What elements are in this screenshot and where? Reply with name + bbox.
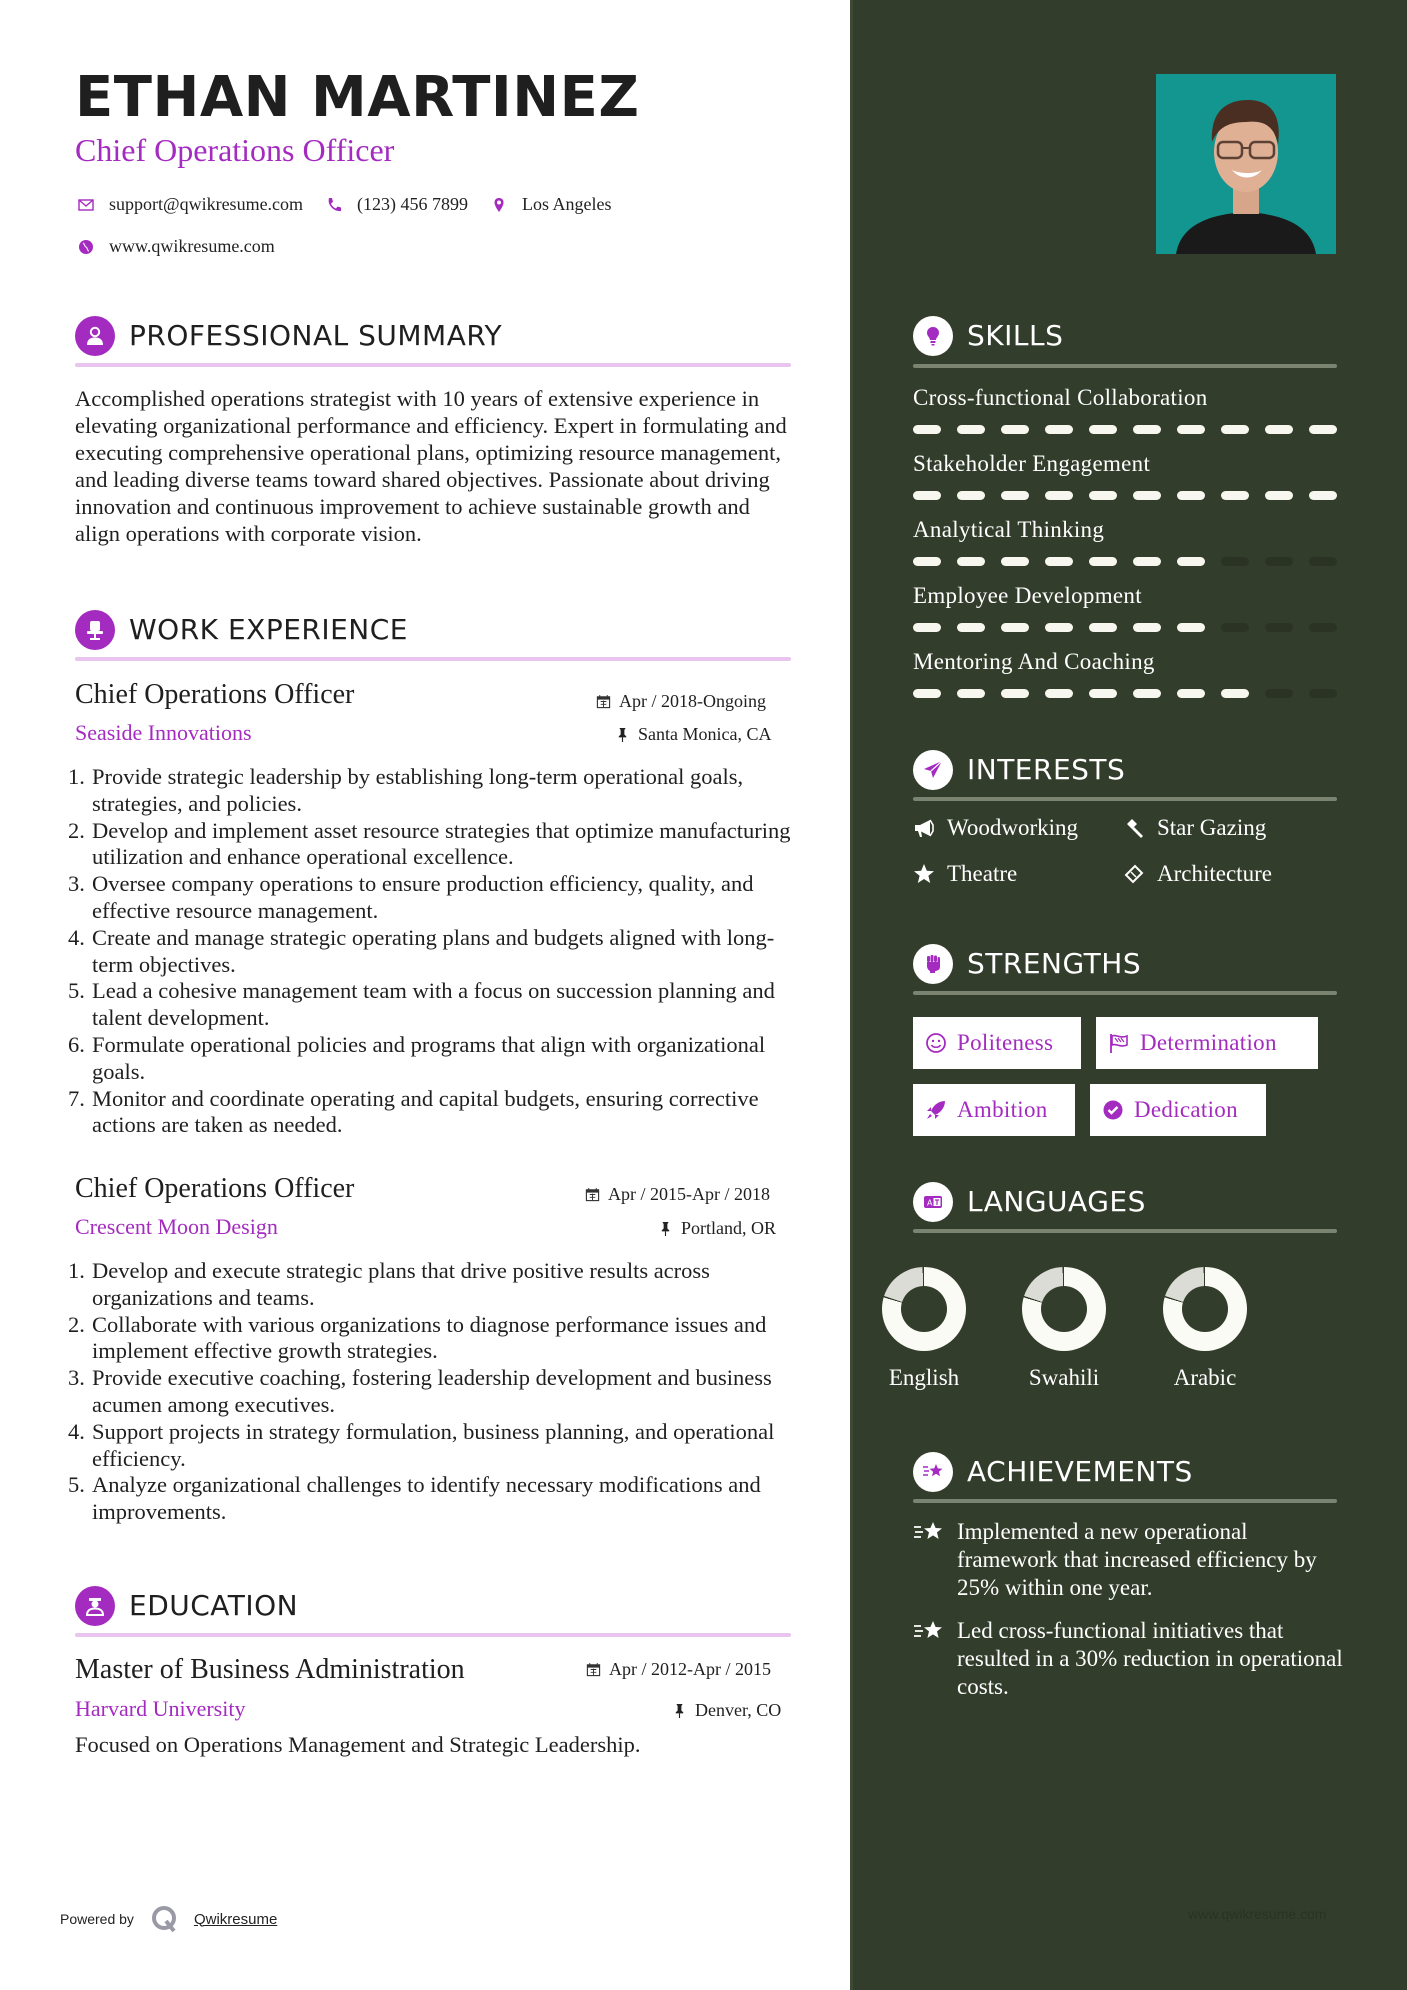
powered-by <box>60 1904 277 1934</box>
skill-dash <box>1045 491 1073 500</box>
skill-dash <box>1221 557 1249 566</box>
skill-dash <box>1045 425 1073 434</box>
flag-icon <box>1108 1032 1130 1054</box>
candidate-name: ETHAN MARTINEZ <box>75 65 640 130</box>
education-location-text: Denver, CO <box>695 1700 782 1720</box>
interest-item <box>1123 815 1266 841</box>
skill-dash <box>1309 623 1337 632</box>
experience-divider <box>75 657 791 661</box>
skill-dash <box>913 491 941 500</box>
skill-level-bar <box>913 425 1337 434</box>
skill-dash <box>913 689 941 698</box>
pushpin-icon <box>615 727 630 742</box>
interest-label: Woodworking <box>947 815 1079 840</box>
skill-dash <box>1045 689 1073 698</box>
list-item: 4. Create and manage strategic operating plans and budgets aligned with long-term objectives. <box>68 924 775 977</box>
job-location <box>658 1219 776 1237</box>
skill-dash <box>1089 689 1117 698</box>
strengths-divider <box>913 991 1337 995</box>
fist-icon <box>913 944 953 984</box>
list-item: 3. Oversee company operations to ensure production efficiency, quality, and effective resource management. <box>68 871 754 923</box>
strength-label: Determination <box>1140 1030 1277 1055</box>
achievement-item <box>913 1518 1343 1602</box>
job-title: Chief Operations Officer <box>75 679 355 710</box>
job-location-text: Portland, OR <box>681 1218 777 1238</box>
languages-heading <box>913 1182 1146 1222</box>
contact-row-1 <box>75 194 632 215</box>
office-chair-icon <box>75 610 115 650</box>
language-proficiency-donut <box>882 1267 966 1351</box>
skill-dash <box>1177 623 1205 632</box>
list-item: 5. Lead a cohesive management team with a focus on succession planning and talent development. <box>68 978 775 1031</box>
skill-dash <box>1089 623 1117 632</box>
website-link[interactable]: www.qwikresume.com <box>109 236 275 256</box>
star-icon <box>913 863 935 885</box>
skill-dash <box>913 425 941 434</box>
skill-name: Stakeholder Engagement <box>913 451 1151 476</box>
job-bullets <box>68 764 798 1139</box>
interest-item <box>913 815 1078 841</box>
strengths-title: STRENGTHS <box>967 947 1142 980</box>
contact-row-2 <box>75 236 295 257</box>
skill-dash <box>913 623 941 632</box>
shooting-star-icon <box>913 1619 945 1645</box>
language-item <box>874 1267 974 1391</box>
skill-dash <box>1265 491 1293 500</box>
skill-dash <box>1089 557 1117 566</box>
shooting-star-icon <box>913 1520 945 1546</box>
skill-dash <box>957 623 985 632</box>
skill-dash <box>1133 557 1161 566</box>
job-dates-text: Apr / 2015-Apr / 2018 <box>608 1184 770 1204</box>
rocket-icon <box>925 1099 947 1121</box>
strength-chip <box>1090 1084 1266 1136</box>
skill-dash <box>1265 689 1293 698</box>
interest-label: Architecture <box>1157 861 1272 886</box>
language-name: English <box>888 1365 960 1390</box>
skill-dash <box>1221 491 1249 500</box>
megaphone-icon <box>913 817 935 839</box>
job-location-text: Santa Monica, CA <box>638 724 772 744</box>
qwikresume-logo-icon <box>150 1904 180 1934</box>
skill-dash <box>1309 689 1337 698</box>
shooting-star-icon <box>913 1452 953 1492</box>
interests-heading <box>913 750 1125 790</box>
skills-divider <box>913 364 1337 368</box>
summary-divider <box>75 363 791 367</box>
achievements-title: ACHIEVEMENTS <box>967 1455 1193 1488</box>
strengths-heading <box>913 944 1141 984</box>
languages-title: LANGUAGES <box>967 1185 1146 1218</box>
school-name: Harvard University <box>75 1696 246 1721</box>
skill-dash <box>1001 689 1029 698</box>
strength-chip <box>1096 1017 1318 1069</box>
calendar-icon <box>596 694 611 709</box>
education-heading <box>75 1586 298 1626</box>
graduate-icon <box>75 1586 115 1626</box>
skill-dash <box>1265 557 1293 566</box>
language-name: Arabic <box>1173 1365 1237 1390</box>
education-divider <box>75 1633 791 1637</box>
user-icon <box>75 316 115 356</box>
powered-by-label: Powered by <box>60 1911 134 1927</box>
job-dates-text: Apr / 2018-Ongoing <box>619 691 766 711</box>
translate-icon <box>913 1182 953 1222</box>
skill-dash <box>1001 491 1029 500</box>
smile-icon <box>925 1032 947 1054</box>
education-location <box>672 1701 781 1719</box>
pushpin-icon <box>672 1703 687 1718</box>
skill-level-bar <box>913 623 1337 632</box>
phone-icon <box>323 196 345 214</box>
skill-dash <box>1309 491 1337 500</box>
ticket-icon <box>1123 863 1145 885</box>
map-pin-icon <box>488 196 510 214</box>
list-item: 1. Provide strategic leadership by establishing long-term operational goals, strategies, and policies. <box>68 764 744 816</box>
skills-heading <box>913 316 1063 356</box>
company-name: Seaside Innovations <box>75 720 252 745</box>
education-dates <box>586 1660 771 1678</box>
experience-title: WORK EXPERIENCE <box>129 613 408 646</box>
language-item <box>1014 1267 1114 1391</box>
list-item: 6. Formulate operational policies and programs that align with organizational goals. <box>68 1031 766 1084</box>
job-dates <box>585 1185 770 1203</box>
skill-dash <box>1045 557 1073 566</box>
list-item: 2. Develop and implement asset resource strategies that optimize manufacturing utilization and enhance operational excellence. <box>68 817 791 870</box>
summary-title: PROFESSIONAL SUMMARY <box>129 319 503 352</box>
interest-label: Theatre <box>947 861 1018 886</box>
skill-dash <box>1133 491 1161 500</box>
achievements-heading <box>913 1452 1193 1492</box>
strength-label: Ambition <box>957 1097 1048 1122</box>
calendar-icon <box>586 1662 601 1677</box>
company-name: Crescent Moon Design <box>75 1214 278 1239</box>
skill-name: Cross-functional Collaboration <box>913 385 1208 410</box>
strength-label: Dedication <box>1134 1097 1238 1122</box>
skill-level-bar <box>913 689 1337 698</box>
calendar-icon <box>585 1187 600 1202</box>
skill-dash <box>1133 425 1161 434</box>
list-item: 1. Develop and execute strategic plans that drive positive results across organizations and teams. <box>68 1258 710 1310</box>
interest-item <box>1123 861 1272 887</box>
skill-name: Employee Development <box>913 583 1142 608</box>
education-title: EDUCATION <box>129 1589 299 1622</box>
achievement-item <box>913 1617 1343 1701</box>
list-item: 5. Analyze organizational challenges to identify necessary modifications and improvements. <box>68 1472 761 1525</box>
skill-dash <box>1045 623 1073 632</box>
pushpin-icon <box>658 1221 673 1236</box>
job-dates <box>596 692 766 710</box>
skill-level-bar <box>913 491 1337 500</box>
skill-dash <box>1001 425 1029 434</box>
skill-dash <box>1221 689 1249 698</box>
skills-title: SKILLS <box>967 319 1064 352</box>
profile-photo <box>1156 74 1336 254</box>
education-dates-text: Apr / 2012-Apr / 2015 <box>609 1659 771 1679</box>
skill-dash <box>1177 491 1205 500</box>
phone-text: (123) 456 7899 <box>357 194 469 214</box>
skill-dash <box>913 557 941 566</box>
skill-dash <box>1221 623 1249 632</box>
skill-dash <box>957 425 985 434</box>
skill-dash <box>1133 689 1161 698</box>
skill-dash <box>1309 425 1337 434</box>
summary-heading <box>75 316 502 356</box>
job-title: Chief Operations Officer <box>75 1173 355 1204</box>
skill-dash <box>1265 623 1293 632</box>
skill-dash <box>1133 623 1161 632</box>
check-circle-icon <box>1102 1099 1124 1121</box>
skill-dash <box>1089 425 1117 434</box>
achievement-text: Led cross-functional initiatives that resulted in a 30% reduction in operational costs. <box>957 1618 1343 1699</box>
skill-dash <box>1309 557 1337 566</box>
interest-item <box>913 861 1017 887</box>
skill-dash <box>957 557 985 566</box>
achievements-divider <box>913 1499 1337 1503</box>
skill-name: Analytical Thinking <box>913 517 1105 542</box>
experience-heading <box>75 610 408 650</box>
candidate-role: Chief Operations Officer <box>75 132 395 168</box>
paper-plane-icon <box>913 750 953 790</box>
list-item: 2. Collaborate with various organizations to diagnose performance issues and implement effective growth strategies. <box>68 1311 767 1364</box>
skill-dash <box>1001 623 1029 632</box>
strength-label: Politeness <box>957 1030 1054 1055</box>
gavel-icon <box>1123 817 1145 839</box>
summary-text: Accomplished operations strategist with 10 years of extensive experience in elevating organizational performance and efficiency. Expert in formulating and executing comprehensive operational plans, optimizing resource management, and leading diverse teams toward shared objectives. Passionate about driving innovation and continuous improvement to achieve sustainable growth and align operations with corporate vision. <box>75 386 787 546</box>
envelope-icon <box>75 196 97 214</box>
job-location <box>615 725 771 743</box>
location-text: Los Angeles <box>522 194 612 214</box>
interests-divider <box>913 797 1337 801</box>
list-item: 4. Support projects in strategy formulation, business planning, and operational efficiency. <box>68 1418 775 1471</box>
globe-icon <box>75 238 97 256</box>
language-item <box>1155 1267 1255 1391</box>
strength-chip <box>913 1084 1075 1136</box>
list-item: 3. Provide executive coaching, fostering leadership development and business acumen among executives. <box>68 1365 772 1417</box>
skill-name: Mentoring And Coaching <box>913 649 1155 674</box>
svg-text:A: A <box>927 1198 933 1208</box>
education-description: Focused on Operations Management and Strategic Leadership. <box>75 1732 641 1757</box>
interests-title: INTERESTS <box>967 753 1126 786</box>
skill-dash <box>1177 557 1205 566</box>
skill-dash <box>1265 425 1293 434</box>
lightbulb-icon <box>913 316 953 356</box>
strength-chip <box>913 1017 1081 1069</box>
language-proficiency-donut <box>1163 1267 1247 1351</box>
skill-dash <box>957 689 985 698</box>
languages-divider <box>913 1229 1337 1233</box>
achievement-text: Implemented a new operational framework that increased efficiency by 25% within one year. <box>957 1519 1317 1600</box>
skill-dash <box>1221 425 1249 434</box>
skill-level-bar <box>913 557 1337 566</box>
skill-dash <box>1089 491 1117 500</box>
language-proficiency-donut <box>1022 1267 1106 1351</box>
list-item: 7. Monitor and coordinate operating and capital budgets, ensuring corrective actions are taken as needed. <box>68 1085 759 1138</box>
footer-website: www.qwikresume.com <box>1188 1906 1327 1922</box>
skill-dash <box>1177 425 1205 434</box>
job-bullets <box>68 1258 798 1526</box>
skill-dash <box>957 491 985 500</box>
sidebar <box>850 0 1407 1990</box>
interest-label: Star Gazing <box>1157 815 1267 840</box>
skill-dash <box>1001 557 1029 566</box>
qwikresume-link[interactable]: Qwikresume <box>193 1910 278 1928</box>
skill-dash <box>1177 689 1205 698</box>
email-link[interactable]: support@qwikresume.com <box>109 194 304 214</box>
degree-title: Master of Business Administration <box>75 1654 465 1685</box>
language-name: Swahili <box>1028 1365 1100 1390</box>
